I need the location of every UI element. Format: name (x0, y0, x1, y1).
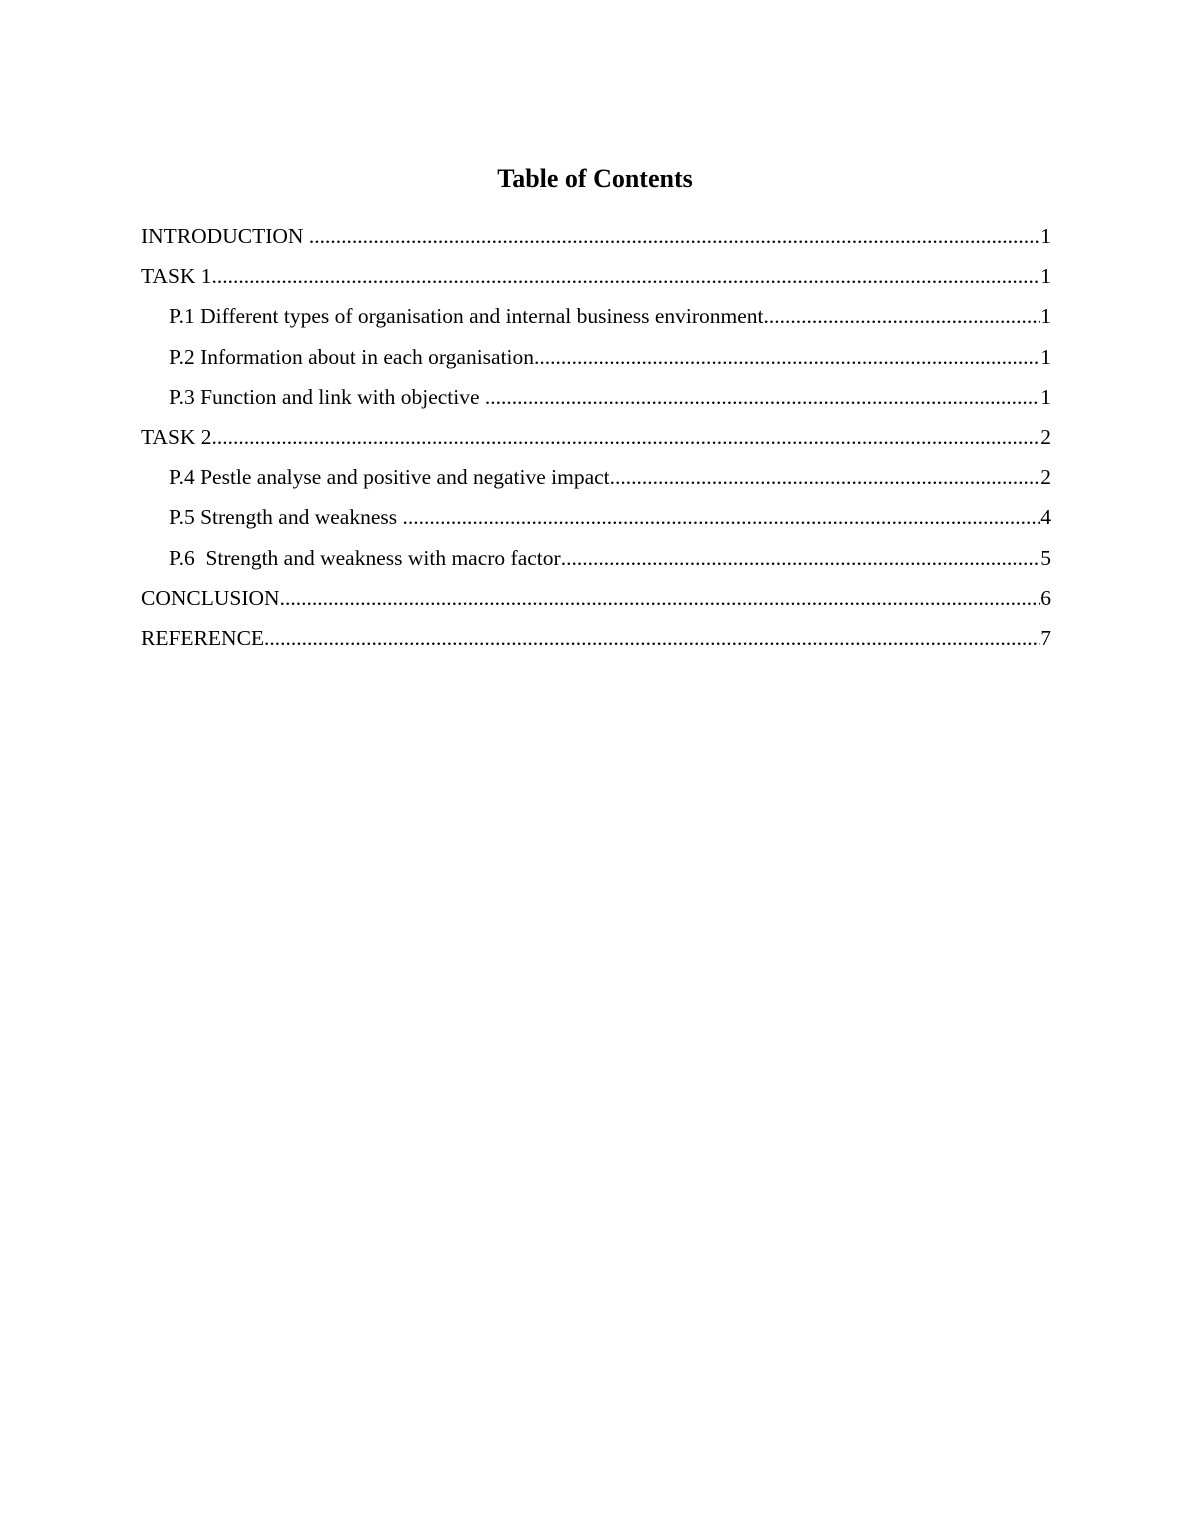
toc-entry-introduction[interactable] (141, 218, 1051, 258)
toc-page-number: 6 (1040, 585, 1051, 610)
toc-entry-p1[interactable] (141, 298, 1051, 338)
toc-entry-p2[interactable] (141, 339, 1051, 379)
toc-dot-leader (764, 298, 1041, 334)
toc-page-number: 1 (1040, 304, 1051, 329)
toc-page-number: 1 (1040, 344, 1051, 369)
toc-entry-p5[interactable] (141, 499, 1051, 539)
toc-page-number: 1 (1040, 224, 1051, 248)
toc-entry-task-2[interactable] (141, 419, 1051, 459)
toc-entry-task-1[interactable] (141, 258, 1051, 298)
toc-dot-leader (403, 499, 1041, 535)
toc-entry-conclusion[interactable] (141, 580, 1051, 620)
toc-entry-label: INTRODUCTION (141, 224, 309, 248)
toc-entry-label: P.4 Pestle analyse and positive and negative impact (169, 465, 610, 490)
toc-dot-leader (534, 339, 1040, 375)
toc-page-number: 1 (1040, 384, 1051, 409)
toc-entry-label: TASK 2 (141, 424, 212, 449)
toc-entry-label: P.6 Strength and weakness with macro factor (169, 545, 561, 570)
toc-page-number: 2 (1040, 465, 1051, 490)
toc-page-number: 5 (1040, 545, 1051, 570)
toc-list (141, 218, 1051, 660)
toc-dot-leader (561, 540, 1041, 576)
toc-entry-label: P.5 Strength and weakness (169, 505, 403, 530)
toc-entry-label: P.2 Information about in each organisation (169, 344, 535, 369)
toc-dot-leader (280, 580, 1041, 616)
toc-entry-p4[interactable] (141, 459, 1051, 499)
toc-dot-leader (264, 620, 1040, 656)
toc-entry-label: P.1 Different types of organisation and internal business environment (169, 304, 764, 329)
toc-dot-leader (610, 459, 1041, 495)
toc-dot-leader (212, 419, 1041, 455)
toc-dot-leader (212, 258, 1041, 294)
toc-title: Table of Contents (497, 164, 693, 193)
toc-page-number: 4 (1040, 505, 1051, 530)
toc-dot-leader (485, 379, 1040, 415)
toc-page-number: 1 (1040, 264, 1051, 289)
toc-page-number: 7 (1040, 625, 1051, 650)
toc-entry-label: CONCLUSION (141, 585, 280, 610)
toc-entry-p3[interactable] (141, 379, 1051, 419)
toc-entry-label: REFERENCE (141, 625, 265, 650)
toc-entry-reference[interactable] (141, 620, 1051, 660)
toc-dot-leader (309, 218, 1040, 254)
toc-entry-p6[interactable] (141, 540, 1051, 580)
toc-page-number: 2 (1040, 424, 1051, 449)
toc-entry-label: P.3 Function and link with objective (169, 384, 485, 409)
toc-entry-label: TASK 1 (141, 264, 212, 289)
